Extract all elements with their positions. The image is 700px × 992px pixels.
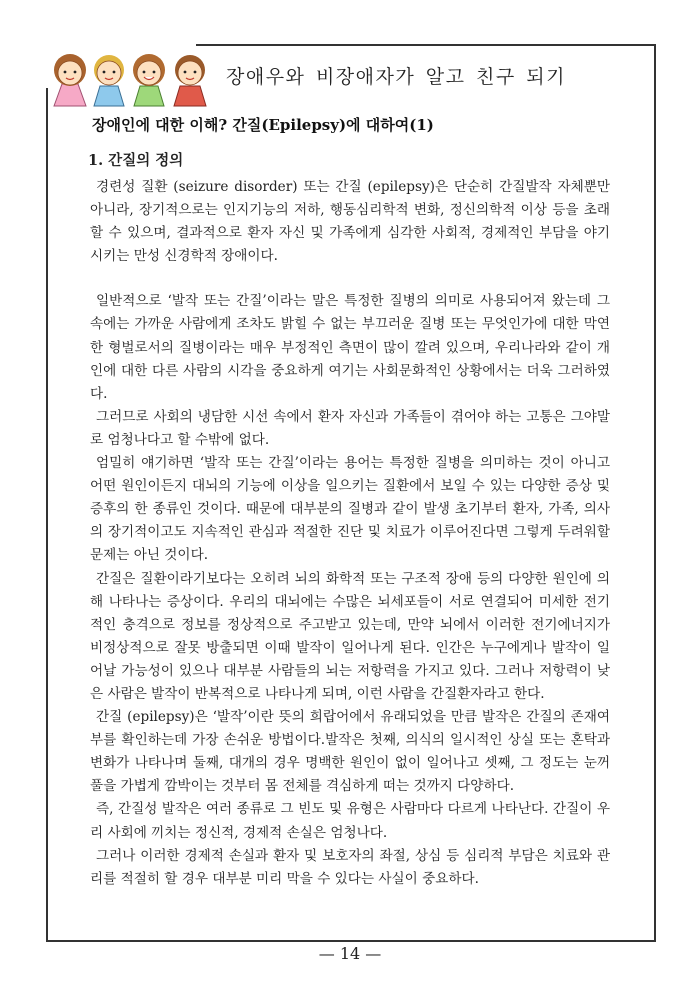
paragraph-gap (90, 268, 610, 290)
mascot-girl-2-icon (133, 54, 165, 106)
header-title: 장애우와 비장애자가 알고 친구 되기 (226, 66, 566, 88)
frame-left-line (46, 88, 48, 940)
mascot-boy-2-icon (174, 55, 206, 106)
paragraph-seizure-types: 간질 (epilepsy)은 ‘발작’이란 뜻의 희랍어에서 유래되었을 만큼 발작은 간질의 존재여부를 확인하는데 가장 손쉬운 방법이다.발작은 첫째, 의식의 일시적인 상실 또는 혼탁과 변화가 나타나며 둘째, 대개의 경우 명백한 원인이 없이 일어나고 셋째, 그 정도는 눈꺼풀을 가볍게 깜박이는 것부터 몸 전체를 격심하게 떠는 것까지 다양하다. (90, 709, 610, 795)
page-number: — 14 — (318, 944, 382, 963)
frame-right-line (654, 44, 656, 940)
paragraph-definition: 경련성 질환 (seizure disorder) 또는 간질 (epilepsy)은 단순히 간질발작 자체뿐만 아니라, 장기적으로는 인지기능의 저하, 행동심리학적 변화, 정신의학적 이상 등을 초래할 수 있으며, 결과적으로 환자 자신 및 가족에게 심각한 사회적, 경제적인 부담을 야기 시키는 만성 신경학적 장애이다. (90, 179, 610, 265)
paragraph-strict-meaning: 엄밀히 얘기하면 ‘발작 또는 간질’이라는 용어는 특정한 질병을 의미하는 것이 아니고 어떤 원인이든지 대뇌의 기능에 이상을 일으키는 질환에서 보일 수 있는 다양한 증상 및 증후의 한 종류인 것이다. 때문에 대부분의 질병과 같이 발생 초기부터 환자, 가족, 의사의 장기적이고도 지속적인 관심과 적절한 진단 및 치료가 이루어진다면 그렇게 두려워할 문제는 아닌 것이다. (90, 455, 610, 564)
paragraph-social-loss: 즉, 간질성 발작은 여러 종류로 그 빈도 및 유형은 사람마다 다르게 나타난다. 간질이 우리 사회에 끼치는 정신적, 경제적 손실은 엄청나다. (90, 801, 610, 841)
mascot-boy-1-icon (94, 55, 124, 106)
paragraph-cause: 간질은 질환이라기보다는 오히려 뇌의 화학적 또는 구조적 장애 등의 다양한 원인에 의해 나타나는 증상이다. 우리의 대뇌에는 수많은 뇌세포들이 서로 연결되어 미세한 전기적인 충격으로 정보를 정상적으로 주고받고 있는데, 만약 뇌에서 이러한 전기에너지가 비정상적으로 잘못 방출되면 이때 발작이 일어나게 된다. 인간은 누구에게나 발작이 일어날 가능성이 있으나 대부분 사람들의 뇌는 저항력을 가지고 있다. 그러나 저항력이 낮은 사람은 발작이 반복적으로 나타나게 되며, 이런 사람을 간질환자라고 한다. (90, 570, 610, 702)
paragraph-social-suffering: 그러므로 사회의 냉담한 시선 속에서 환자 자신과 가족들이 겪어야 하는 고통은 그야말로 엄청나다고 할 수밖에 없다. (90, 408, 610, 448)
frame-top-line (196, 44, 654, 46)
frame-bottom-line (46, 940, 656, 942)
paragraph-general-perception: 일반적으로 ‘발작 또는 간질’이라는 말은 특정한 질병의 의미로 사용되어져 왔는데 그 속에는 가까운 사람에게 조차도 밝힐 수 없는 부끄러운 질병 또는 무엇인가에 대한 막연한 형벌로서의 질병이라는 매우 부정적인 측면이 많이 깔려 있으며, 우리나라와 같이 개인에 대한 다른 사람의 시각을 중요하게 여기는 사회문화적인 상황에서는 더욱 그러하였다. (90, 293, 610, 402)
document-subtitle: 장애인에 대한 이해? 간질(Epilepsy)에 대하여(1) (92, 116, 434, 134)
paragraph-prevention: 그러나 이러한 경제적 손실과 환자 및 보호자의 좌절, 상심 등 심리적 부담은 치료와 관리를 적절히 할 경우 대부분 미리 막을 수 있다는 사실이 중요하다. (90, 847, 610, 887)
mascot-characters-illustration (48, 44, 218, 112)
document-body (90, 150, 610, 891)
mascot-girl-1-icon (54, 54, 86, 106)
section-heading: 1. 간질의 정의 (88, 152, 184, 169)
